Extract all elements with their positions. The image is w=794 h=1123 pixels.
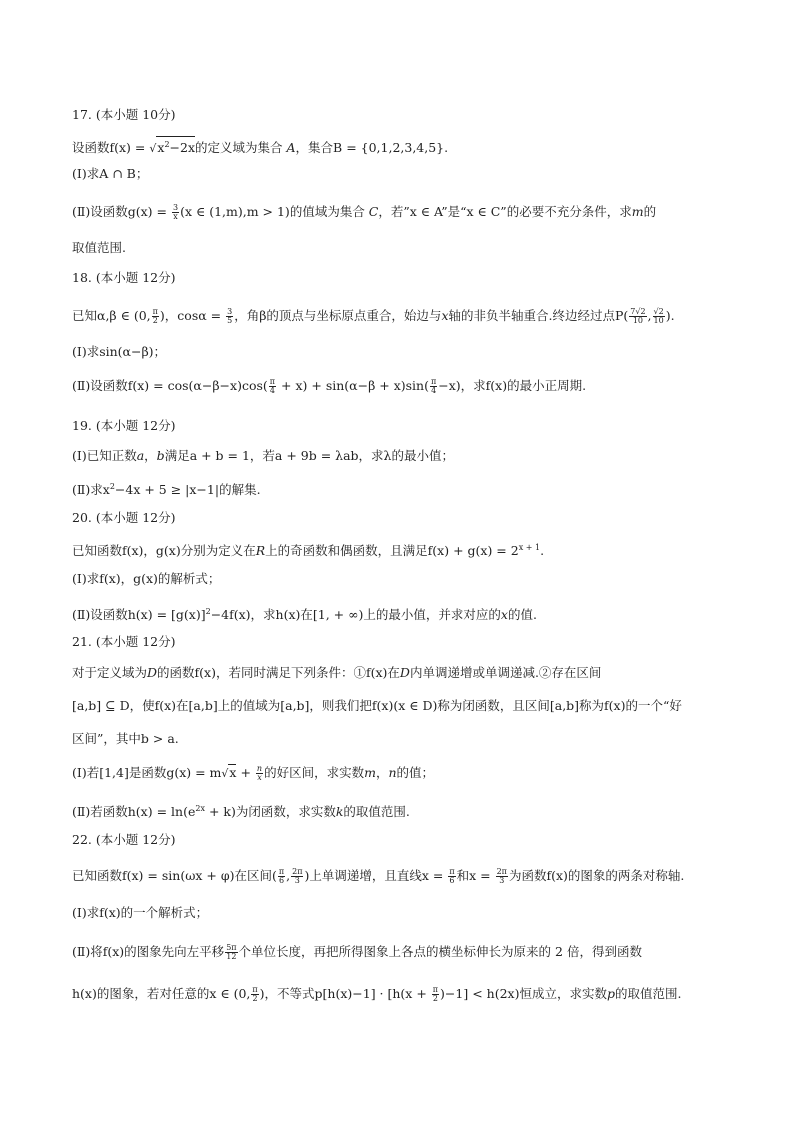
problem-17-statement: 设函数$f(x) = √x^2-2x$的定义域为集合 A，集合B = {0,1,2,3,4,5}. — [72, 136, 448, 157]
problem-22-part-2-cont: h(x)的图象，若对任意的x ∈ (0, $\frac{\pi}{2}$ )，不等式p[h(x)−1] · [h(x + $\frac{\pi}{2}$ )−1] < h(2x)恒成立，求实数p的取值范围. — [72, 985, 682, 1003]
problem-22-header: 22. (本小题 12分) — [72, 832, 176, 847]
problem-18-statement: 已知α,β ∈ (0, $\frac{\pi}{2}$ )，cosα = $\frac{3}{5}$ ，角β的顶点与坐标原点重合，始边与x轴的非负半轴重合.终边经过点P( $\frac{7√2}{10}$ , $\frac{√2}{10}$ ). — [72, 307, 675, 325]
problem-19-part-2: (Ⅱ)求$x^2-4x + 5 \ge |x-1|$的解集. — [72, 482, 261, 498]
problem-21-header: 21. (本小题 12分) — [72, 634, 176, 649]
problem-17-part-1: (Ⅰ)求A ∩ B； — [72, 166, 149, 181]
problem-20-statement: 已知函数f(x)，g(x)分别为定义在R上的奇函数和偶函数，且满足$f(x) + g(x) = 2^{x + 1}$. — [72, 543, 545, 559]
problem-20-header: 20. (本小题 12分) — [72, 510, 176, 525]
problem-21-part-1: (Ⅰ)若[1,4]是函数g(x) = m√x + $\frac{n}{x}$ 的好区间，求实数m，n的值； — [72, 764, 435, 782]
problem-21-statement-3: 区间”，其中b > a. — [72, 731, 179, 746]
problem-17-header: 17. (本小题 10分) — [72, 107, 176, 122]
problem-22-part-1: (Ⅰ)求f(x)的一个解析式； — [72, 905, 209, 920]
problem-19-part-1: (Ⅰ)已知正数a，b满足a + b = 1，若a + 9b = λab，求λ的最小值； — [72, 448, 454, 463]
problem-19-header: 19. (本小题 12分) — [72, 418, 176, 433]
problem-21-statement-1: 对于定义域为D的函数f(x)，若同时满足下列条件：①f(x)在D内单调递增或单调递减.②存在区间 — [72, 665, 602, 680]
problem-20-part-1: (Ⅰ)求f(x)，g(x)的解析式； — [72, 571, 221, 586]
problem-17-part-2-cont: 取值范围. — [72, 240, 126, 255]
problem-21-part-2: (Ⅱ)若函数$h(x) = \ln(e^{2x} + k)$为闭函数，求实数k的取值范围. — [72, 804, 410, 820]
problem-21-statement-2: [a,b] ⊆ D，使f(x)在[a,b]上的值域为[a,b]，则我们把f(x)(x ∈ D)称为闭函数，且区间[a,b]称为f(x)的一个“好 — [72, 698, 682, 713]
problem-17-part-2: (Ⅱ)设函数g(x) = $\frac{3}{x}$ (x ∈ (1,m),m > 1)的值域为集合 C，若”x ∈ A”是“x ∈ C”的必要不充分条件，求m的 — [72, 203, 657, 221]
problem-18-part-1: (Ⅰ)求sin(α−β)； — [72, 344, 167, 359]
problem-20-part-2: (Ⅱ)设函数$h(x) = [g(x)]^2-4f(x)$，求h(x)在[1, + ∞)上的最小值，并求对应的x的值. — [72, 607, 537, 623]
problem-18-part-2: (Ⅱ)设函数f(x) = cos(α−β−x)cos( $\frac{\pi}{4}$ + x) + sin(α−β + x)sin( $\frac{\pi}{4}$ −x)，求f(x)的最小正周期. — [72, 377, 587, 395]
problem-22-statement: 已知函数f(x) = sin(ωx + φ)在区间( $\frac{\pi}{6}$ , $\frac{2\pi}{3}$ )上单调递增，且直线x = $\frac{\pi}{6}$ 和x = $\frac{2\pi}{3}$ 为函数f(x)的图象的两条对称轴. — [72, 867, 685, 885]
problem-22-part-2: (Ⅱ)将f(x)的图象先向左平移 $\frac{5\pi}{12}$ 个单位长度，再把所得图象上各点的横坐标伸长为原来的 2 倍，得到函数 — [72, 943, 642, 961]
problem-18-header: 18. (本小题 12分) — [72, 270, 176, 285]
